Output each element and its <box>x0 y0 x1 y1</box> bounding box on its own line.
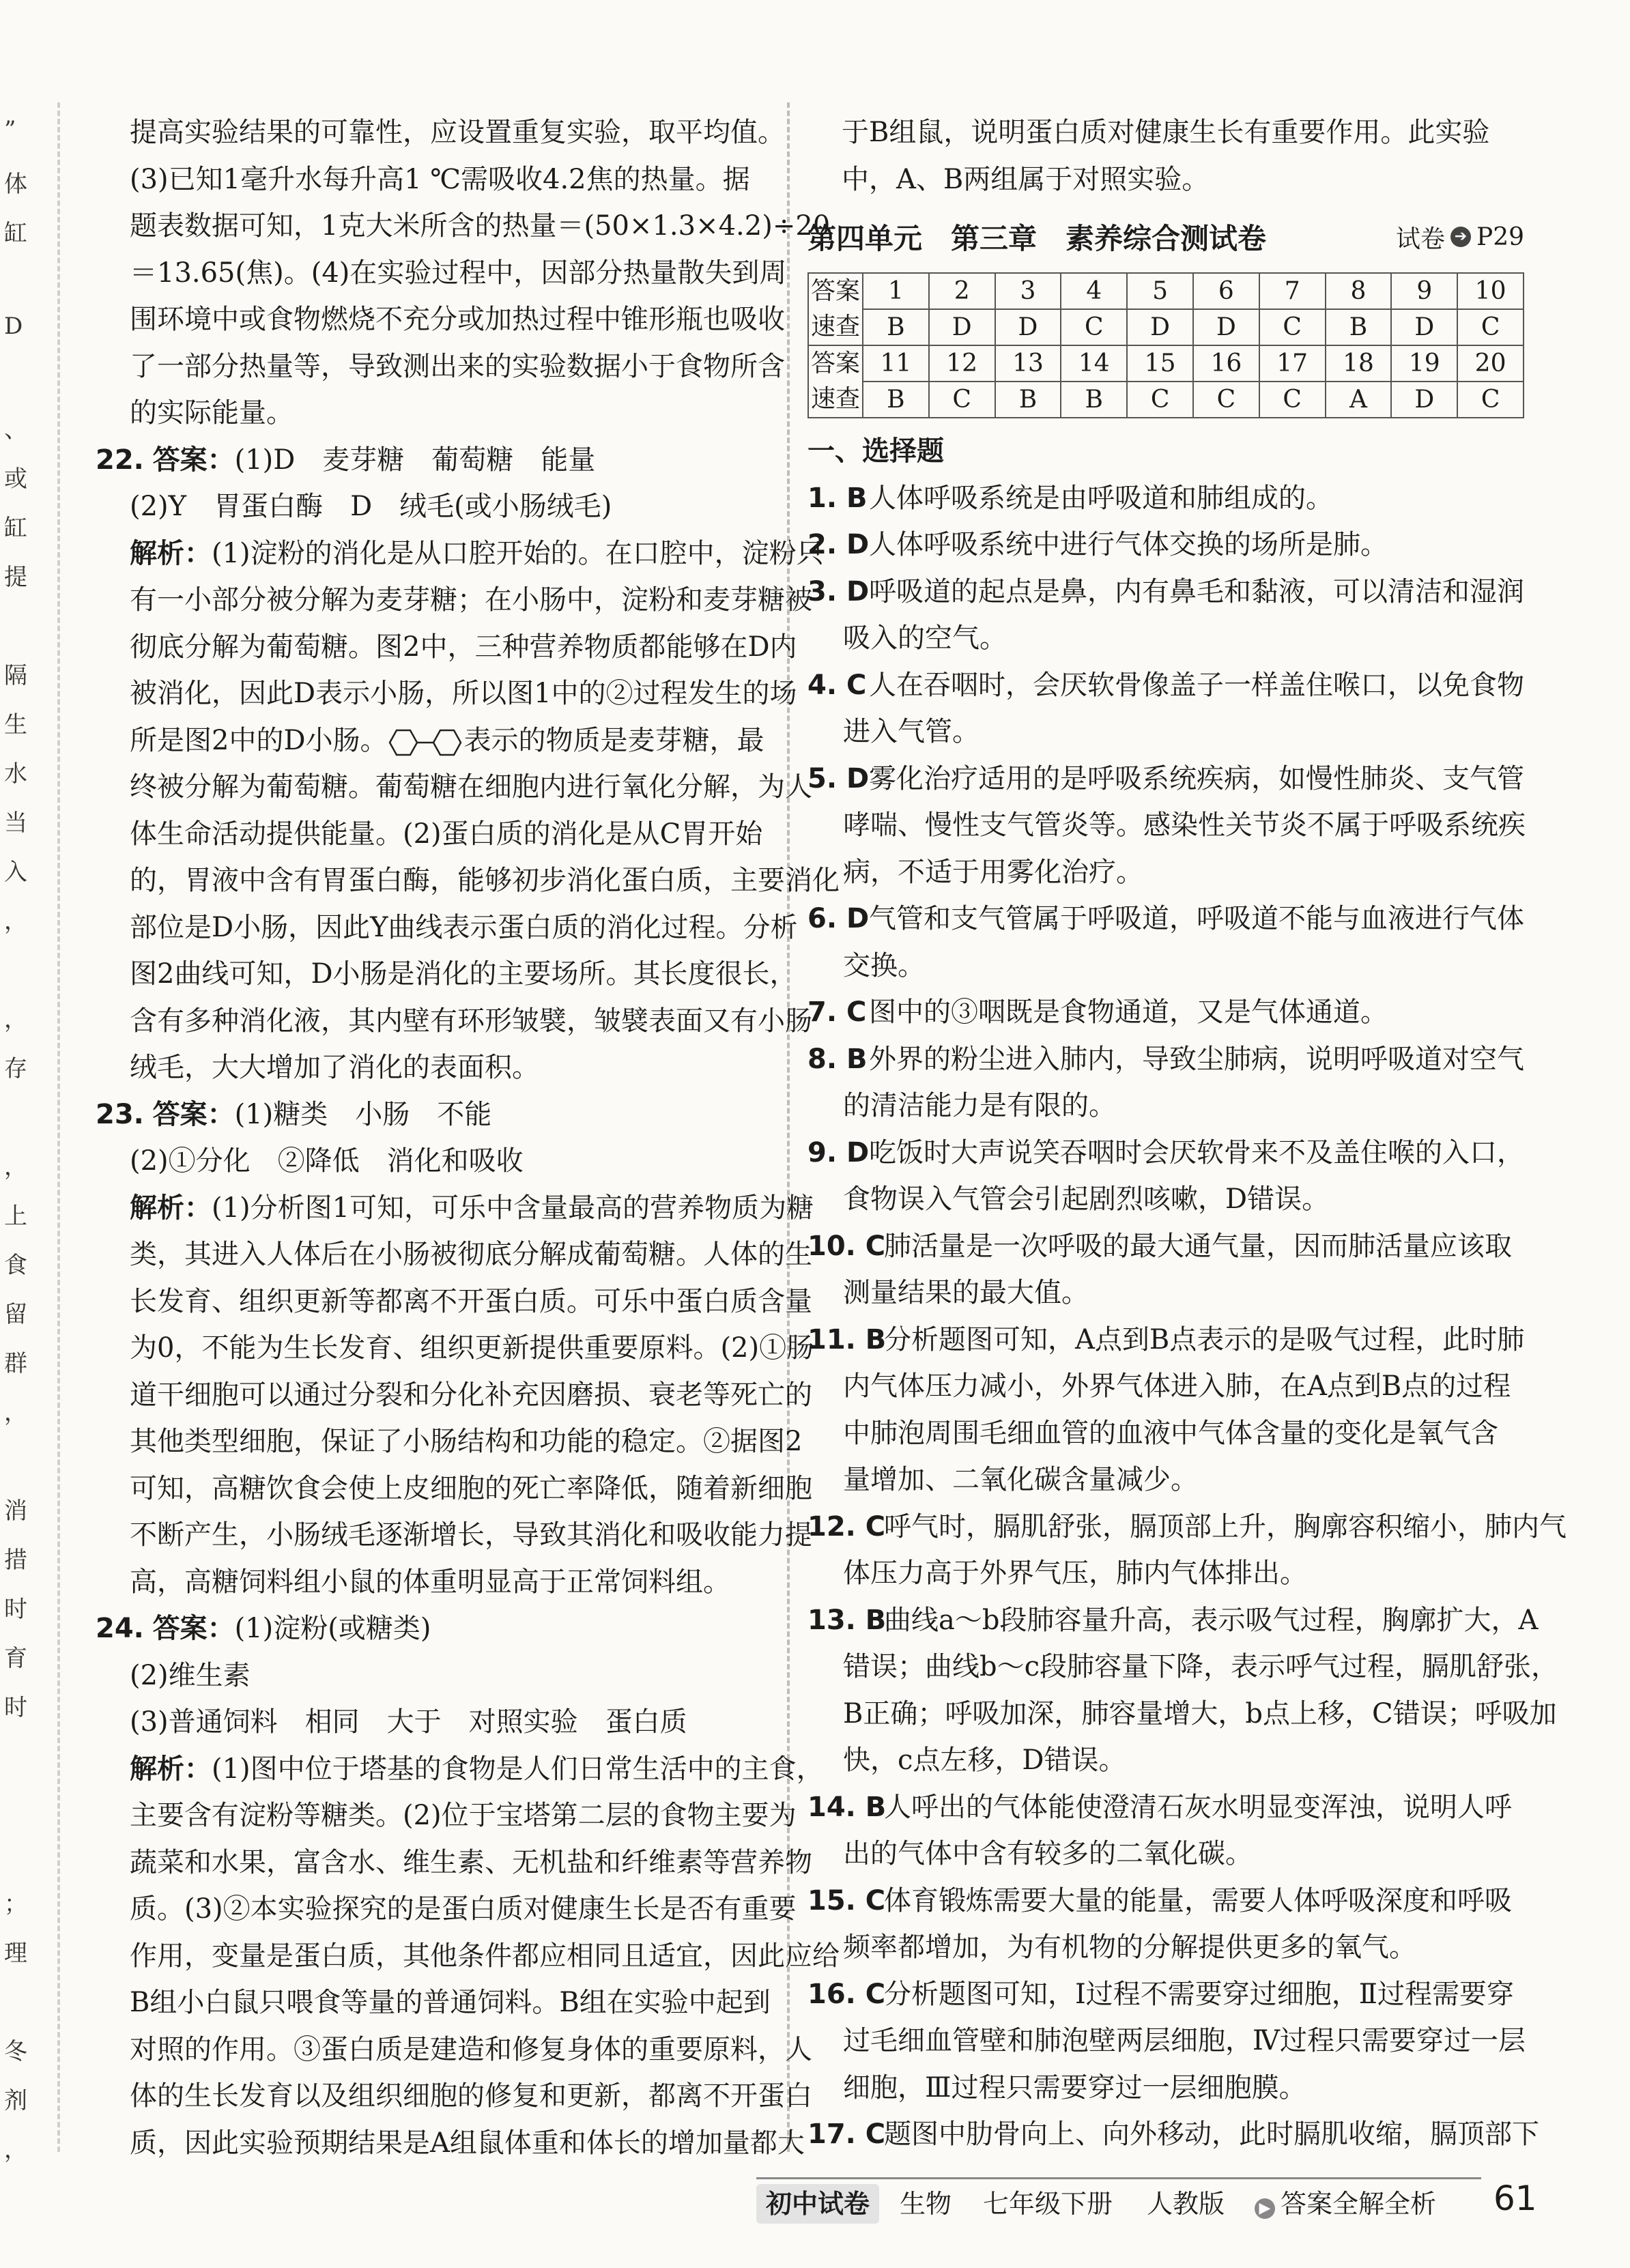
edge-fragment-char: ， <box>4 908 27 935</box>
edge-fragment-char: 食 <box>4 1252 27 1279</box>
left-edge-fragment <box>0 0 48 2268</box>
text-line: 中，A、B两组属于对照实验。 <box>842 163 1210 195</box>
text-line: ＝13.65(焦)。(4)在实验过程中，因部分热量散失到周 <box>130 257 787 289</box>
q24-analysis <box>96 1792 840 2166</box>
list-item <box>807 2111 1539 2158</box>
list-item <box>807 756 1524 803</box>
section-title: 第四单元 第三章 素养综合测试卷 <box>807 222 1267 255</box>
list-item <box>807 1784 1524 1831</box>
table-cell: D <box>995 309 1061 345</box>
list-item <box>807 1317 1524 1364</box>
item-continuation: 哮喘、慢性支气管炎等。感染性关节炎不属于呼吸系统疾 <box>843 809 1526 841</box>
table-cell: 12 <box>929 345 995 382</box>
item-continuation: 的清洁能力是有限的。 <box>843 1090 1116 1121</box>
edge-fragment-char: 剂 <box>4 2087 27 2114</box>
q24-number: 24. <box>96 1613 144 1644</box>
text-line: 于B组鼠，说明蛋白质对健康生长有重要作用。此实验 <box>842 117 1490 148</box>
item-text: 题图中肋骨向上、向外移动，此时膈肌收缩，膈顶部下 <box>884 2119 1539 2150</box>
q24-analysis-first: (1)图中位于塔基的食物是人们日常生活中的主食， <box>212 1753 824 1785</box>
binding-dash-line <box>57 102 60 2152</box>
section-header <box>807 205 1524 268</box>
edge-fragment-char: 生 <box>4 711 27 738</box>
item-text: 雾化治疗适用的是呼吸系统疾病，如慢性肺炎、支气管 <box>869 762 1524 794</box>
table-cell: 4 <box>1061 273 1127 309</box>
edge-fragment-char: 体 <box>4 171 27 198</box>
item-number: 3. D <box>807 575 870 607</box>
table-cell: 20 <box>1457 345 1524 382</box>
table-cell: C <box>1061 309 1127 345</box>
list-item <box>807 895 1524 943</box>
table-cell: C <box>1259 309 1326 345</box>
item-number: 2. D <box>807 529 870 560</box>
table-cell: D <box>1391 382 1457 418</box>
item-text: 曲线a～b段肺容量升高，表示吸气过程，胸廓扩大，A <box>884 1604 1539 1636</box>
table-cell: C <box>1127 382 1193 418</box>
table-cell: 8 <box>1326 273 1392 309</box>
text-line: 含有多种消化液，其内壁有环形皱襞，皱襞表面又有小肠 <box>130 1005 812 1037</box>
table-cell: 11 <box>863 345 929 382</box>
section-ref-page: P29 <box>1476 223 1524 251</box>
edge-fragment-char: ， <box>4 1399 27 1426</box>
edge-fragment-char: 缸 <box>4 220 27 247</box>
table-cell: 2 <box>929 273 995 309</box>
text-line: (3)已知1毫升水每升高1 ℃需吸收4.2焦的热量。据 <box>130 163 750 195</box>
text-line: 提高实验结果的可靠性，应设置重复实验，取平均值。 <box>130 117 785 148</box>
edge-fragment-char: ， <box>4 1006 27 1033</box>
item-text: 外界的粉尘进入肺内，导致尘肺病，说明呼吸道对空气 <box>869 1043 1524 1075</box>
edge-fragment-char: 上 <box>4 1203 27 1230</box>
item-number: 4. C <box>807 669 867 701</box>
text-line: 作用，变量是蛋白质，其他条件都应相同且适宜，因此应给 <box>130 1940 840 1972</box>
edge-fragment-char: ， <box>4 2136 27 2164</box>
text-line: 体生命活动提供能量。(2)蛋白质的消化是从C胃开始 <box>130 818 763 850</box>
item-text: 分析题图可知，Ⅰ过程不需要穿过细胞，Ⅱ过程需要穿 <box>884 1978 1514 2010</box>
footer-edition: 人教版 <box>1147 2189 1225 2219</box>
item-number: 12. C <box>807 1510 886 1542</box>
edge-fragment-char: 存 <box>4 1055 27 1082</box>
item-number: 14. B <box>807 1791 887 1823</box>
edge-fragment-char: 时 <box>4 1694 27 1721</box>
footer-badge: 初中试卷 <box>756 2184 879 2224</box>
item-continuation: 中肺泡周围毛细血管的血液中气体含量的变化是氧气含 <box>843 1417 1498 1449</box>
edge-fragment-char: 或 <box>4 465 27 493</box>
edge-fragment-char: 消 <box>4 1497 27 1525</box>
edge-fragment-char: 措 <box>4 1547 27 1574</box>
text-line: 绒毛，大大增加了消化的表面积。 <box>130 1052 539 1083</box>
section-ref-label: 试卷 <box>1395 225 1445 253</box>
text-line: 质，因此实验预期结果是A组鼠体重和体长的增加量都大 <box>130 2127 805 2159</box>
table-cell: C <box>1193 382 1259 418</box>
q22-answer-line2: (2)Y 胃蛋白酶 D 绒毛(或小肠绒毛) <box>130 491 612 522</box>
item-number: 17. C <box>807 2119 886 2150</box>
table-cell: 9 <box>1391 273 1457 309</box>
item-text: 人在吞咽时，会厌软骨像盖子一样盖住喉口，以免食物 <box>869 669 1524 701</box>
edge-fragment-char: 群 <box>4 1350 27 1377</box>
table-cell: 19 <box>1391 345 1457 382</box>
item-number: 16. C <box>807 1978 886 2010</box>
q24-analysis-label: 解析： <box>130 1753 212 1785</box>
q23-number: 23. <box>96 1098 144 1130</box>
edge-fragment-char: 育 <box>4 1645 27 1672</box>
q22-analysis-label: 解析： <box>130 537 212 569</box>
question-23 <box>96 1091 814 1606</box>
edge-fragment-char: 冬 <box>4 2038 27 2065</box>
item-text: 呼吸道的起点是鼻，内有鼻毛和黏液，可以清洁和湿润 <box>869 575 1524 607</box>
text-line: 可知，高糖饮食会使上皮细胞的死亡率降低，随着新细胞 <box>130 1472 812 1504</box>
table-cell: B <box>863 382 929 418</box>
edge-fragment-char: 隔 <box>4 662 27 689</box>
list-item <box>807 1130 1524 1177</box>
text-line: 彻底分解为葡萄糖。图2中，三种营养物质都能够在D内 <box>130 631 797 663</box>
text-line: 有一小部分被分解为麦芽糖；在小肠中，淀粉和麦芽糖被 <box>130 584 812 616</box>
text-line: 高，高糖饲料组小鼠的体重明显高于正常饲料组。 <box>130 1566 730 1598</box>
item-number: 7. C <box>807 996 867 1028</box>
item-number: 8. B <box>807 1043 868 1075</box>
table-cell: 1 <box>863 273 929 309</box>
item-continuation: 交换。 <box>843 949 925 981</box>
edge-fragment-char: 当 <box>4 809 27 837</box>
q22-analysis-a <box>96 577 812 717</box>
q23-analysis-first: (1)分析图1可知，可乐中含量最高的营养物质为糖 <box>212 1192 814 1224</box>
text-line: 围环境中或食物燃烧不充分或加热过程中锥形瓶也吸收 <box>130 304 785 335</box>
subsection-title: 一、选择题 <box>807 435 944 467</box>
edge-fragment-char: 水 <box>4 760 27 788</box>
item-continuation: B正确；呼吸加深，肺容量增大，b点上移，C错误；呼吸加 <box>843 1697 1557 1729</box>
item-text: 肺活量是一次呼吸的最大通气量，因而肺活量应该取 <box>884 1230 1512 1262</box>
edge-fragment-char: 留 <box>4 1301 27 1328</box>
item-continuation: 量增加、二氧化碳含量减少。 <box>843 1464 1198 1495</box>
q24-answer-line1: (1)淀粉(或糖类) <box>234 1613 431 1644</box>
list-item <box>807 1971 1524 2018</box>
edge-fragment-char: 缸 <box>4 515 27 542</box>
table-cell: 10 <box>1457 273 1524 309</box>
list-item <box>807 569 1524 616</box>
q22-answer-line1: (1)D 麦芽糖 葡萄糖 能量 <box>234 444 596 476</box>
table-label-bottom: 答案 速查 <box>808 345 863 418</box>
item-number: 1. B <box>807 482 868 514</box>
text-line: 体的生长发育以及组织细胞的修复和更新，都离不开蛋白 <box>130 2080 812 2112</box>
table-cell: 5 <box>1127 273 1193 309</box>
item-number: 13. B <box>807 1604 887 1636</box>
q22-analysis-first: (1)淀粉的消化是从口腔开始的。在口腔中，淀粉只 <box>212 537 824 569</box>
question-24 <box>96 1605 840 2166</box>
table-cell: 17 <box>1259 345 1326 382</box>
list-item <box>807 475 1524 522</box>
table-cell: B <box>995 382 1061 418</box>
item-text: 呼气时，膈肌舒张，膈顶部上升，胸廓容积缩小，肺内气 <box>884 1510 1567 1542</box>
item-continuation: 出的气体中含有较多的二氧化碳。 <box>843 1838 1253 1869</box>
text-line: 的，胃液中含有胃蛋白酶，能够初步消化蛋白质，主要消化 <box>130 865 840 896</box>
item-text: 体育锻炼需要大量的能量，需要人体呼吸深度和呼吸 <box>884 1884 1512 1917</box>
maltose-hexagons-icon <box>388 727 464 758</box>
right-continuation <box>807 109 1524 203</box>
item-text: 气管和支气管属于呼吸道，呼吸道不能与血液进行气体 <box>869 903 1524 934</box>
item-continuation: 快，c点左移，D错误。 <box>843 1745 1126 1776</box>
table-cell: 6 <box>1193 273 1259 309</box>
q24-answer-line2: (2)维生素 <box>130 1659 251 1691</box>
text-line: 的实际能量。 <box>130 397 294 429</box>
q24-answer-line3: (3)普通饲料 相同 大于 对照实验 蛋白质 <box>130 1706 687 1738</box>
edge-fragment-char: ； <box>4 1891 27 1918</box>
item-continuation: 过毛细血管壁和肺泡壁两层细胞，Ⅳ过程只需要穿过一层 <box>843 2025 1526 2056</box>
footer-tagline: 答案全解全析 <box>1281 2189 1437 2219</box>
table-cell: A <box>1326 382 1392 418</box>
table-cell: 13 <box>995 345 1061 382</box>
list-item <box>807 1223 1524 1270</box>
list-item <box>807 1504 1567 1551</box>
item-number: 9. D <box>807 1136 870 1168</box>
item-text: 吃饭时大声说笑吞咽时会厌软骨来不及盖住喉的入口， <box>869 1136 1524 1168</box>
text-line: 终被分解为葡萄糖。葡萄糖在细胞内进行氧化分解，为人 <box>130 771 812 803</box>
table-label-top: 答案 速查 <box>808 273 863 345</box>
item-text: 人体呼吸系统是由呼吸道和肺组成的。 <box>869 482 1333 514</box>
text-line: 部位是D小肠，因此Y曲线表示蛋白质的消化过程。分析 <box>130 911 798 943</box>
item-continuation: 内气体压力减小，外界气体进入肺，在A点到B点的过程 <box>843 1370 1511 1402</box>
text-line: 题表数据可知，1克大米所含的热量＝(50×1.3×4.2)÷20 <box>130 210 831 242</box>
q22-hex-after: 表示的物质是麦芽糖，最 <box>463 724 764 756</box>
table-cell: B <box>1061 382 1127 418</box>
table-cell: C <box>929 382 995 418</box>
text-line: 质。(3)②本实验探究的是蛋白质对健康生长是否有重要 <box>130 1893 797 1925</box>
footer-subject: 生物 <box>900 2189 952 2219</box>
q23-answer-line1: (1)糖类 小肠 不能 <box>234 1098 492 1130</box>
list-item <box>807 1597 1539 1644</box>
text-line: 蔬菜和水果，富含水、维生素、无机盐和纤维素等营养物 <box>130 1846 812 1878</box>
footer-tagline-wrap <box>1249 2184 1436 2224</box>
q23-answer-label: 答案： <box>152 1098 235 1130</box>
answer-items <box>807 475 1567 2158</box>
text-line: 图2曲线可知，D小肠是消化的主要场所。其长度很长， <box>130 958 797 990</box>
q23-analysis-label: 解析： <box>130 1192 212 1224</box>
edge-fragment-char: D <box>4 313 23 340</box>
item-continuation: 吸入的空气。 <box>843 622 1007 654</box>
edge-fragment-char: ， <box>4 1153 27 1181</box>
q22-number: 22. <box>96 444 144 476</box>
table-cell: B <box>863 309 929 345</box>
text-line: B组小白鼠只喂食等量的普通饲料。B组在实验中起到 <box>130 1987 771 2018</box>
item-continuation: 病，不适于用雾化治疗。 <box>843 856 1143 888</box>
table-cell: D <box>1391 309 1457 345</box>
item-number: 6. D <box>807 903 870 934</box>
arrow-right-icon: ➔ <box>1450 227 1471 247</box>
item-number: 5. D <box>807 762 870 794</box>
table-cell: 7 <box>1259 273 1326 309</box>
item-continuation: 测量结果的最大值。 <box>843 1277 1089 1308</box>
text-line: 长发育、组织更新等都离不开蛋白质。可乐中蛋白质含量 <box>130 1285 812 1317</box>
edge-fragment-char: 、 <box>4 416 27 444</box>
list-item <box>807 521 1524 569</box>
table-cell: D <box>1127 309 1193 345</box>
item-continuation: 进入气管。 <box>843 716 980 747</box>
item-continuation: 食物误入气管会引起剧烈咳嗽，D错误。 <box>843 1183 1330 1215</box>
item-text: 图中的③咽既是食物通道，又是气体通道。 <box>869 996 1388 1028</box>
item-text: 人呼出的气体能使澄清石灰水明显变浑浊，说明人呼 <box>884 1791 1512 1823</box>
item-continuation: 频率都增加，为有机物的分解提供更多的氧气。 <box>843 1932 1416 1963</box>
text-line: 对照的作用。③蛋白质是建造和修复身体的重要原料，人 <box>130 2033 812 2065</box>
list-item <box>807 662 1524 709</box>
q23-analysis <box>96 1231 814 1605</box>
table-cell: 15 <box>1127 345 1193 382</box>
text-line: 主要含有淀粉等糖类。(2)位于宝塔第二层的食物主要为 <box>130 1800 797 1831</box>
item-number: 15. C <box>807 1884 886 1917</box>
q22-hex-line <box>96 717 771 764</box>
item-continuation: 细胞，Ⅲ过程只需要穿过一层细胞膜。 <box>843 2071 1306 2104</box>
text-line: 其他类型细胞，保证了小肠结构和功能的稳定。②据图2 <box>130 1426 803 1457</box>
edge-fragment-char: 时 <box>4 1596 27 1623</box>
text-line: 类，其进入人体后在小肠被彻底分解成葡萄糖。人体的生 <box>130 1239 812 1270</box>
table-cell: 14 <box>1061 345 1127 382</box>
table-cell: 3 <box>995 273 1061 309</box>
table-cell: D <box>1193 309 1259 345</box>
list-item <box>807 1036 1524 1083</box>
text-line: 为0，不能为生长发育、组织更新提供重要原料。(2)①肠 <box>130 1332 814 1364</box>
item-text: 人体呼吸系统中进行气体交换的场所是肺。 <box>869 529 1388 560</box>
table-cell: D <box>929 309 995 345</box>
q23-answer-line2: (2)①分化 ②降低 消化和吸收 <box>130 1145 524 1177</box>
edge-fragment-char: ” <box>4 116 16 143</box>
text-line: 不断产生，小肠绒毛逐渐增长，导致其消化和吸收能力提 <box>130 1519 812 1551</box>
edge-fragment-char: 理 <box>4 1940 27 1967</box>
table-cell: 16 <box>1193 345 1259 382</box>
table-cell: C <box>1457 382 1524 418</box>
table-cell: C <box>1259 382 1326 418</box>
item-text: 分析题图可知，A点到B点表示的是吸气过程，此时肺 <box>884 1323 1525 1355</box>
text-line: 了一部分热量等，导致测出来的实验数据小于食物所含 <box>130 350 785 382</box>
q22-hex-before: 所是图2中的D小肠。 <box>130 724 388 756</box>
text-line: 道干细胞可以通过分裂和分化补充因磨损、衰老等死亡的 <box>130 1379 812 1411</box>
table-cell: C <box>1457 309 1524 345</box>
edge-fragment-char: 提 <box>4 564 27 591</box>
item-continuation: 体压力高于外界气压，肺内气体排出。 <box>843 1558 1307 1589</box>
right-column <box>807 109 1567 2158</box>
section-ref <box>1396 220 1524 255</box>
play-icon: ▶ <box>1255 2198 1275 2219</box>
left-continuation <box>96 109 831 437</box>
footer-grade: 七年级下册 <box>983 2189 1113 2219</box>
page-footer <box>0 2168 1630 2236</box>
table-cell: 18 <box>1326 345 1392 382</box>
q22-answer-label: 答案： <box>152 444 235 476</box>
edge-fragment-char: 入 <box>4 859 27 886</box>
answer-quick-table <box>807 272 1524 418</box>
q24-answer-label: 答案： <box>152 1613 235 1644</box>
item-number: 11. B <box>807 1323 887 1355</box>
text-line: 被消化，因此D表示小肠，所以图1中的②过程发生的场 <box>130 678 797 709</box>
page-number: 61 <box>1493 2179 1537 2218</box>
item-number: 10. C <box>807 1230 886 1262</box>
table-cell: B <box>1326 309 1392 345</box>
item-continuation: 错误；曲线b～c段肺容量下降，表示呼气过程，膈肌舒张， <box>843 1651 1559 1682</box>
list-item <box>807 1878 1524 1925</box>
list-item <box>807 989 1524 1036</box>
